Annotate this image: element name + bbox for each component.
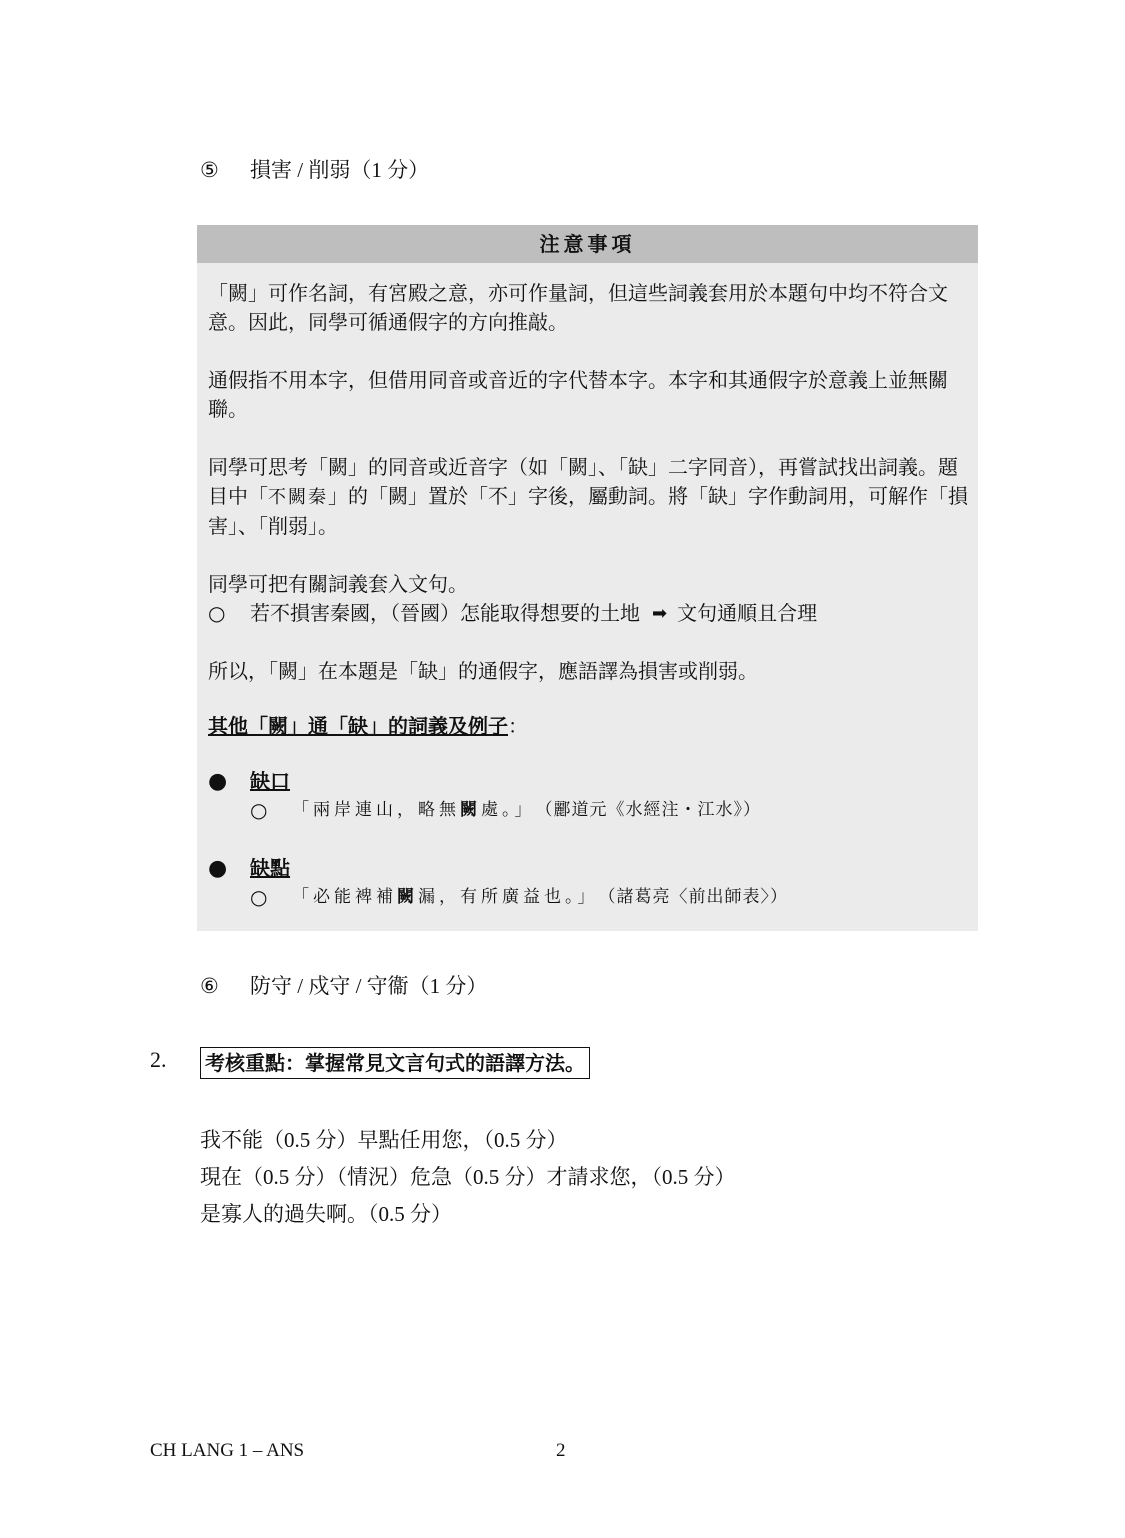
answer-5-text: 損害 / 削弱（1 分） (250, 158, 430, 182)
answer-line-3: 是寡人的過失啊。（0.5 分） (200, 1202, 452, 1226)
quote-part-b: 處。」 (481, 800, 536, 820)
bullet-icon: ● (208, 856, 228, 881)
example-text: 若不損害秦國，（晉國）怎能取得想要的土地 (250, 601, 640, 625)
quote-circle: ○ (250, 798, 268, 822)
example-item-2 (208, 854, 968, 912)
answer-6-text: 防守 / 戍守 / 守衞（1 分） (250, 974, 488, 998)
example-row (208, 599, 968, 628)
bullet-icon: ● (208, 769, 228, 794)
quote-circle: ○ (250, 885, 268, 909)
notice-box (197, 225, 978, 931)
footer-code: CH LANG 1 – ANS (150, 1440, 305, 1461)
question-2-focus: 考核重點：掌握常見文言句式的語譯方法。 (200, 1047, 590, 1079)
notice-subheading (208, 712, 968, 741)
example-item-1 (208, 767, 968, 825)
quote-source: （酈道元《水經注・江水》） (535, 800, 761, 820)
page-number: 2 (556, 1440, 566, 1461)
notice-body (197, 263, 978, 912)
notice-para-2: 通假指不用本字，但借用同音或音近的字代替本字。本字和其通假字於意義上並無關聯。 (208, 368, 948, 421)
notice-para-3-b: 」的「闕」置於「不」字後，屬動詞。將「缺」字作動詞用，可解作「損害」、「削弱」。 (208, 484, 968, 538)
notice-subheading-text: 其他「闕」通「缺」的詞義及例子 (208, 714, 508, 738)
example-term: 缺點 (250, 856, 290, 880)
notice-para-1: 「闕」可作名詞，有宮殿之意，亦可作量詞，但這些詞義套用於本題句中均不符合文意。因此，同學可循通假字的方向推敲。 (208, 281, 948, 334)
example-circle: ○ (208, 601, 226, 625)
notice-subheading-colon: ： (508, 714, 528, 738)
example-result: 文句通順且合理 (677, 601, 818, 625)
quote-text (292, 883, 599, 912)
quote-text (292, 796, 536, 825)
answer-line-2: 現在（0.5 分）（情況）危急（0.5 分）才請求您，（0.5 分） (200, 1165, 736, 1189)
answer-6 (200, 971, 487, 1001)
quote-source: （諸葛亮〈前出師表〉） (598, 887, 788, 907)
notice-para-5: 所以，「闕」在本題是「缺」的通假字，應語譯為損害或削弱。 (208, 659, 758, 683)
notice-title: 注意事項 (197, 225, 978, 263)
notice-para-3-quote: 不闕秦 (268, 487, 328, 508)
notice-para-3 (208, 453, 968, 541)
answer-6-mark: ⑥ (200, 974, 219, 998)
arrow-right-icon: ➡ (652, 603, 668, 624)
notice-para-4: 同學可把有關詞義套入文句。 (208, 572, 468, 596)
answer-5-mark: ⑤ (200, 158, 219, 182)
example-term: 缺口 (250, 769, 290, 793)
question-2-number: 2. (150, 1047, 167, 1072)
quote-part-a: 「必能裨補 (292, 887, 397, 907)
answer-5 (200, 155, 429, 185)
answer-line-1: 我不能（0.5 分）早點任用您，（0.5 分） (200, 1128, 568, 1152)
quote-bold-char: 闕 (460, 800, 481, 820)
question-2-answer (200, 1122, 736, 1233)
notice-para-3-a: 同學可思考「闕」的同音或近音字（如「闕」、「缺」二字同音），再嘗試找出詞義。題目中「 (208, 455, 958, 508)
quote-bold-char: 闕 (397, 887, 418, 907)
quote-part-a: 「兩岸連山，略無 (292, 800, 460, 820)
quote-part-b: 漏，有所廣益也。」 (418, 887, 599, 907)
